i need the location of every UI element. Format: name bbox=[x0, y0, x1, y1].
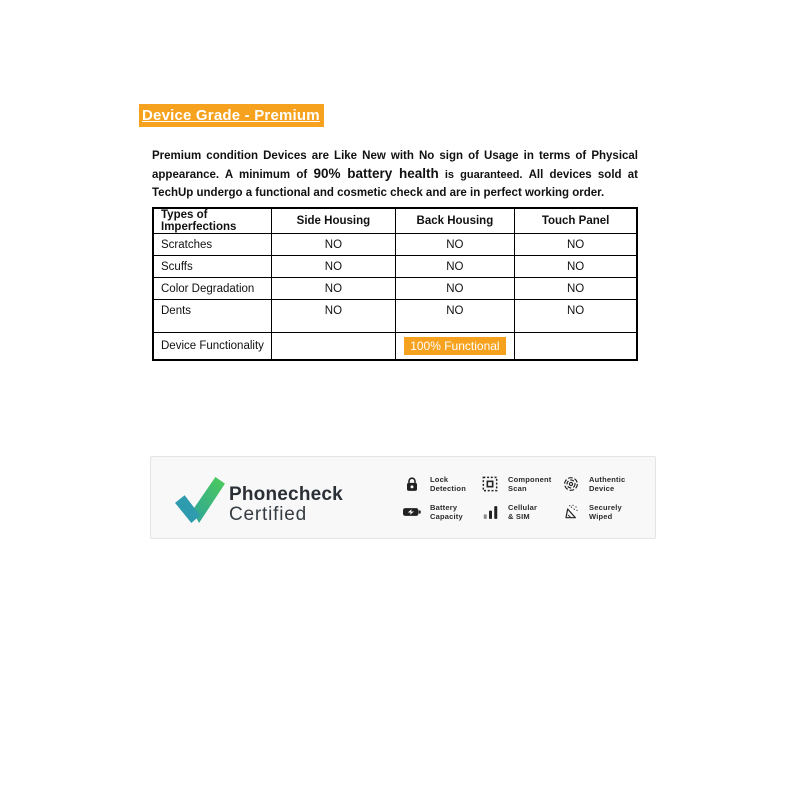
cell-value: NO bbox=[395, 278, 515, 300]
intro-text-battery-health: 90% battery health bbox=[313, 166, 439, 181]
phonecheck-checkmark-icon bbox=[174, 476, 226, 524]
cell-value: NO bbox=[272, 256, 395, 278]
brand-name: Phonecheck bbox=[229, 484, 343, 505]
page-title: Device Grade - Premium bbox=[139, 104, 324, 127]
cellular-bars-icon bbox=[481, 503, 499, 521]
cell-value: NO bbox=[272, 300, 395, 333]
cell-value: NO bbox=[515, 278, 637, 300]
imperfections-table bbox=[152, 207, 638, 361]
phonecheck-certified-badge bbox=[150, 456, 656, 539]
row-label: Dents bbox=[153, 300, 272, 333]
fingerprint-icon bbox=[562, 475, 580, 493]
brand-subtitle: Certified bbox=[229, 504, 307, 525]
brand-text bbox=[229, 485, 343, 525]
intro-paragraph bbox=[152, 147, 638, 202]
intro-text-1: Premium condition Devices are Like New with No sign of Usage in terms of Physical appearance. A minimum of bbox=[152, 150, 638, 181]
cell-value: NO bbox=[395, 256, 515, 278]
wipe-icon bbox=[562, 503, 580, 521]
feature-label: Lock Detection bbox=[430, 475, 466, 493]
lock-icon bbox=[403, 475, 421, 493]
feature-securely-wiped bbox=[562, 503, 622, 521]
table-row-dents bbox=[153, 300, 637, 333]
column-header-touch-panel: Touch Panel bbox=[515, 208, 637, 234]
feature-label: Authentic Device bbox=[589, 475, 626, 493]
table-header-row bbox=[153, 208, 637, 234]
column-header-side-housing: Side Housing bbox=[272, 208, 395, 234]
column-header-imperfections: Types of Imperfections bbox=[153, 208, 272, 234]
feature-label: Cellular & SIM bbox=[508, 503, 538, 521]
cell-empty bbox=[272, 333, 395, 360]
cell-value: NO bbox=[515, 256, 637, 278]
feature-battery-capacity bbox=[403, 503, 463, 521]
table-row-color-degradation bbox=[153, 278, 637, 300]
feature-authentic-device bbox=[562, 475, 625, 493]
row-label: Scratches bbox=[153, 234, 272, 256]
feature-cellular-sim bbox=[481, 503, 537, 521]
feature-label: Securely Wiped bbox=[589, 503, 622, 521]
intro-text-2: is guaranteed. bbox=[438, 169, 529, 181]
component-scan-icon bbox=[481, 475, 499, 493]
cell-value: NO bbox=[515, 234, 637, 256]
cell-value: NO bbox=[395, 300, 515, 333]
battery-icon bbox=[403, 503, 421, 521]
table-row-scratches bbox=[153, 234, 637, 256]
row-label: Device Functionality bbox=[153, 333, 272, 360]
table-row-scuffs bbox=[153, 256, 637, 278]
intro-text-3: All devices sold at TechUp undergo a functional and cosmetic check and are in perfect working order. bbox=[152, 169, 639, 199]
feature-component-scan bbox=[481, 475, 551, 493]
row-label: Color Degradation bbox=[153, 278, 272, 300]
cell-value: NO bbox=[395, 234, 515, 256]
table-row-device-functionality bbox=[153, 333, 637, 360]
feature-label: Component Scan bbox=[508, 475, 552, 493]
column-header-back-housing: Back Housing bbox=[395, 208, 515, 234]
feature-lock-detection bbox=[403, 475, 466, 493]
cell-empty bbox=[515, 333, 637, 360]
functionality-highlight: 100% Functional bbox=[404, 337, 505, 355]
cell-value: NO bbox=[515, 300, 637, 333]
cell-value: NO bbox=[272, 278, 395, 300]
cell-functionality bbox=[395, 333, 515, 360]
feature-label: Battery Capacity bbox=[430, 503, 463, 521]
cell-value: NO bbox=[272, 234, 395, 256]
row-label: Scuffs bbox=[153, 256, 272, 278]
